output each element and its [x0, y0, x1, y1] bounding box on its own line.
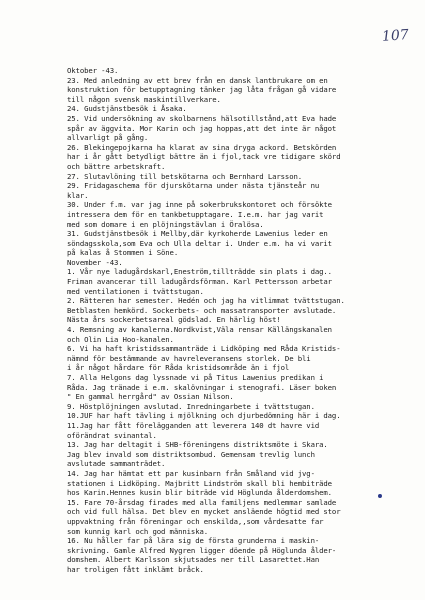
diary-line: 14. Jag har hämtat ett par kusinbarn från Småland vid jvg- — [67, 468, 315, 478]
diary-line: och Olin Lia Hoo-kanalen. — [67, 334, 174, 344]
diary-line: Oktober -43. — [67, 66, 119, 75]
diary-line: " En gammal herrgård" av Ossian Nilson. — [67, 392, 234, 402]
ink-mark — [378, 494, 382, 498]
diary-line: i år något hårdare för Råda kristidsområde än i fjol — [67, 363, 290, 373]
diary-line: 1. Vår nye ladugårdskarl,Eneström,tillträdde sin plats i dag.. — [67, 267, 332, 277]
diary-line: 23. Med anledning av ett brev från en dansk lantbrukare om en — [67, 75, 328, 85]
diary-line: Nästa års sockerbetsareal gödslad. En härlig höst! — [67, 315, 281, 325]
diary-line: 15. Fare 70-årsdag firades med alla familjens medlemmar samlade — [67, 497, 337, 507]
diary-line: 31. Gudstjänstbesök i Mellby,där kyrkoherde Lawenius leder en — [67, 229, 328, 239]
diary-line: har i år gått betydligt bättre än i fjol,tack vre tidigare skörd — [67, 152, 341, 162]
diary-line: på kalas å Stommen i Söne. — [67, 248, 179, 258]
diary-line: avslutade sammanträdet. — [67, 459, 166, 469]
diary-line: 16. Nu håller far på lära sig de första grunderna i maskin- — [67, 536, 320, 546]
diary-line: 10.JUF har haft tävling i mjölkning och djurbedömning här i dag. — [67, 411, 341, 421]
diary-line: Råda. Jag tränade i e.m. skalövningar i stenografi. Läser boken — [67, 382, 337, 392]
diary-line: söndagsskola,som Eva och Ulla deltar i. Under e.m. ha vi varit — [67, 238, 332, 248]
diary-line: Betblasten hemkörd. Sockerbets- och massatransporter avslutade. — [67, 305, 337, 315]
diary-line: spår av äggvita. Mor Karin och jag hoppas,att det inte är något — [67, 123, 337, 133]
diary-line: med som domare i en plöjningstävlan i Öralösa. — [67, 219, 264, 229]
diary-line: oförändrat svinantal. — [67, 430, 157, 440]
diary-line: allvarligt på gång. — [67, 133, 149, 143]
diary-line: 25. Vid undersökning av skolbarnens hälsotillstånd,att Eva hade — [67, 113, 337, 123]
diary-line: Friman avancerar till ladugårdsförman. Karl Pettersson arbetar — [67, 277, 332, 287]
diary-line: som kunnig karl och god människa. — [67, 526, 209, 536]
diary-line: och vid full hälsa. Det blev en mycket ansläende högtid med stor — [67, 507, 341, 517]
diary-line: 7. Alla Helgons dag lyssnade vi på Titus Lawenius predikan i — [67, 373, 324, 382]
diary-line: har troligen fått inklämt bråck. — [67, 564, 204, 574]
diary-line: 4. Remsning av kanalerna.Nordkvist,Väla rensar Källängskanalen — [67, 325, 332, 335]
diary-line: hos Karin.Hennes kusin blir biträde vid Höglunda ålderdomshem. — [67, 488, 332, 498]
diary-line: Jag blev invald som distriktsombud. Gemensam trevlig lunch — [67, 449, 315, 459]
diary-line: November -43. — [67, 257, 123, 267]
diary-line: 26. Blekingepojkarna ha klarat av sina dryga ackord. Betskörden — [67, 142, 337, 152]
diary-line: 9. Höstplöjningen avslutad. Inredningarbete i tvättstugan. — [67, 401, 315, 411]
diary-line: intressera dem för en tankbetupptagare. I.e.m. har jag varit — [67, 209, 324, 219]
diary-line: 2. Rätteren har semester. Hedén och jag ha vitlimmat tvättstugan. — [67, 296, 345, 306]
diary-line: 29. Fridagaschema för djurskötarna under nästa tjänsteår nu — [67, 181, 320, 191]
diary-text — [67, 66, 412, 574]
diary-line: 24. Gudstjänstbesök i Åsaka. — [67, 104, 187, 114]
diary-line: skrivning. Gamle Alfred Nygren ligger döende på Höglunda ålder- — [67, 545, 337, 555]
diary-line: 30. Under f.m. var jag inne på sokerbrukskontoret och försökte — [67, 200, 332, 210]
diary-line: 11.Jag har fått förelägganden att leverera 140 dt havre vid — [67, 420, 320, 430]
diary-line: stationen i Lidköping. Majbritt Lindström skall bli hembiträde — [67, 478, 332, 488]
diary-line: med ventilationen i tvättstugan. — [67, 286, 204, 296]
diary-line: och bättre arbetskraft. — [67, 161, 166, 171]
diary-line: till någon svensk maskintillverkare. — [67, 94, 221, 104]
diary-line: 6. Vi ha haft kristidssammanträde i Lidköping med Råda Kristids- — [67, 344, 341, 354]
diary-line: 13. Jag har deltagit i SHB-föreningens distriktsmöte i Skara. — [67, 440, 328, 450]
diary-line: konstruktion för betupptagning tänker jag låta frågan gå vidare — [67, 85, 337, 95]
diary-line: nämnd för bestämmande av havreleveransens storlek. De bli — [67, 353, 311, 363]
diary-line: uppvaktning från föreningar och enskilda,,som vårdesatte far — [67, 516, 324, 526]
diary-line: domshem. Albert Karlsson skjutsades ner till Lasarettet.Han — [67, 555, 320, 565]
page-number: 107 — [381, 27, 410, 45]
diary-line: 27. Slutavlöning till betskötarna och Bernhard Larsson. — [67, 171, 303, 181]
diary-line: klar. — [67, 190, 89, 200]
